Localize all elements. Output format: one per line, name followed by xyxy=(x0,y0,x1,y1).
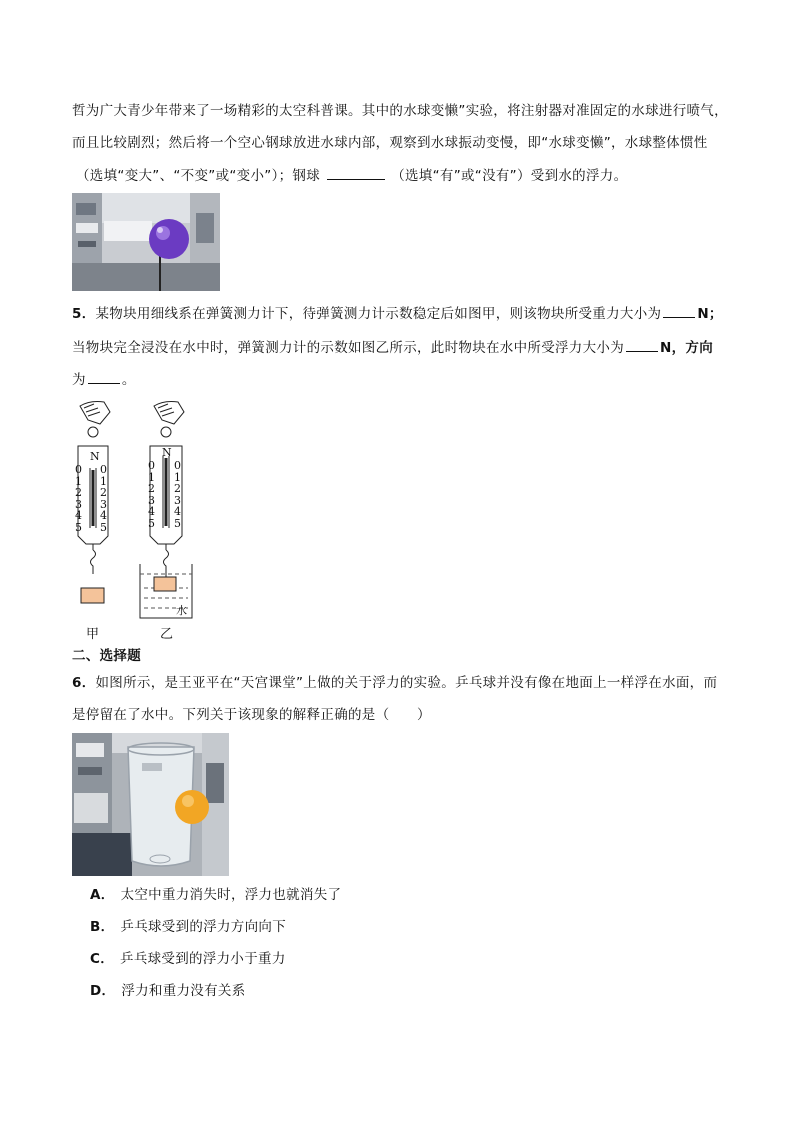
q5-blank-direction[interactable] xyxy=(88,369,120,384)
option-letter: A． xyxy=(90,887,115,903)
q5-text-line-1 xyxy=(72,303,723,324)
option-text: 太空中重力消失时，浮力也就消失了 xyxy=(120,887,342,903)
q4-blank-2[interactable] xyxy=(327,165,385,180)
q5-line2-unit: N，方向 xyxy=(660,340,713,356)
scale-jia-ticks-left: 0 1 2 3 4 5 xyxy=(75,463,82,534)
q4-text-line-2: 而且比较剧烈；然后将一个空心钢球放进水球内部，观察到水球振动变慢，即“水球变懒”，水球整体惯性 xyxy=(72,135,708,151)
q4-line3-part-a: （选填“变大”、“不变”或“变小”）；钢球 xyxy=(76,168,321,184)
q6-text-line-2: 是停留在了水中。下列关于该现象的解释正确的是（ ） xyxy=(72,707,431,723)
option-text: 乒乓球受到的浮力小于重力 xyxy=(120,951,286,967)
option-letter: B． xyxy=(90,919,115,935)
q6-option-c[interactable] xyxy=(90,949,286,969)
scale-yi-ticks-right: 0 1 2 3 4 5 xyxy=(174,459,181,530)
option-text: 浮力和重力没有关系 xyxy=(121,983,246,999)
q5-line1-part-a: 某物块用细线系在弹簧测力计下，待弹簧测力计示数稳定后如图甲，则该物块所受重力大小为 xyxy=(95,306,662,322)
scale-jia-unit: N xyxy=(90,450,100,463)
q4-text-line-1: 哲为广大青少年带来了一场精彩的太空科普课。其中的水球变懒”实验，将注射器对准固定的水球进行喷气， xyxy=(72,103,728,119)
option-letter: D． xyxy=(90,983,116,999)
q5-text-line-3 xyxy=(72,369,136,390)
q6-option-a[interactable] xyxy=(90,885,341,905)
q5-line2-part-a: 当物块完全浸没在水中时，弹簧测力计的示数如图乙所示，此时物块在水中所受浮力大小为 xyxy=(72,340,624,356)
section-title: 二、选择题 xyxy=(72,648,141,664)
q4-line3-part-b: （选填“有”或“没有”）受到水的浮力。 xyxy=(391,168,628,184)
water-label: 水 xyxy=(176,604,187,617)
q6-number: 6． xyxy=(72,675,96,691)
q5-text-line-2 xyxy=(72,337,713,358)
q5-blank-weight[interactable] xyxy=(663,303,695,318)
scale-yi-ticks-left: 0 1 2 3 4 5 xyxy=(148,459,155,530)
q5-line3-part-a: 为 xyxy=(72,372,86,388)
ping-pong-cup-photo xyxy=(72,733,229,876)
q5-number: 5． xyxy=(72,306,96,322)
scale-jia-ticks-right: 0 1 2 3 4 5 xyxy=(100,463,107,534)
q4-text-line-3 xyxy=(72,165,627,186)
option-letter: C． xyxy=(90,951,115,967)
scale-yi-unit: N xyxy=(162,446,172,459)
option-text: 乒乓球受到的浮力方向向下 xyxy=(120,919,286,935)
q5-blank-buoyancy[interactable] xyxy=(626,337,658,352)
spring-scale-figure xyxy=(70,398,200,643)
q5-line3-part-b: 。 xyxy=(121,372,136,388)
figure-label-jia: 甲 xyxy=(86,627,100,642)
q6-text-line-1 xyxy=(72,673,717,693)
q6-option-b[interactable] xyxy=(90,917,286,937)
q6-line1-text: 如图所示，是王亚平在“天宫课堂”上做的关于浮力的实验。乒乓球并没有像在地面上一样浮在水面，而 xyxy=(95,675,718,691)
water-ball-photo xyxy=(72,193,220,291)
q5-line1-unit: N； xyxy=(697,306,723,322)
q6-option-d[interactable] xyxy=(90,981,246,1001)
figure-label-yi: 乙 xyxy=(160,627,174,642)
